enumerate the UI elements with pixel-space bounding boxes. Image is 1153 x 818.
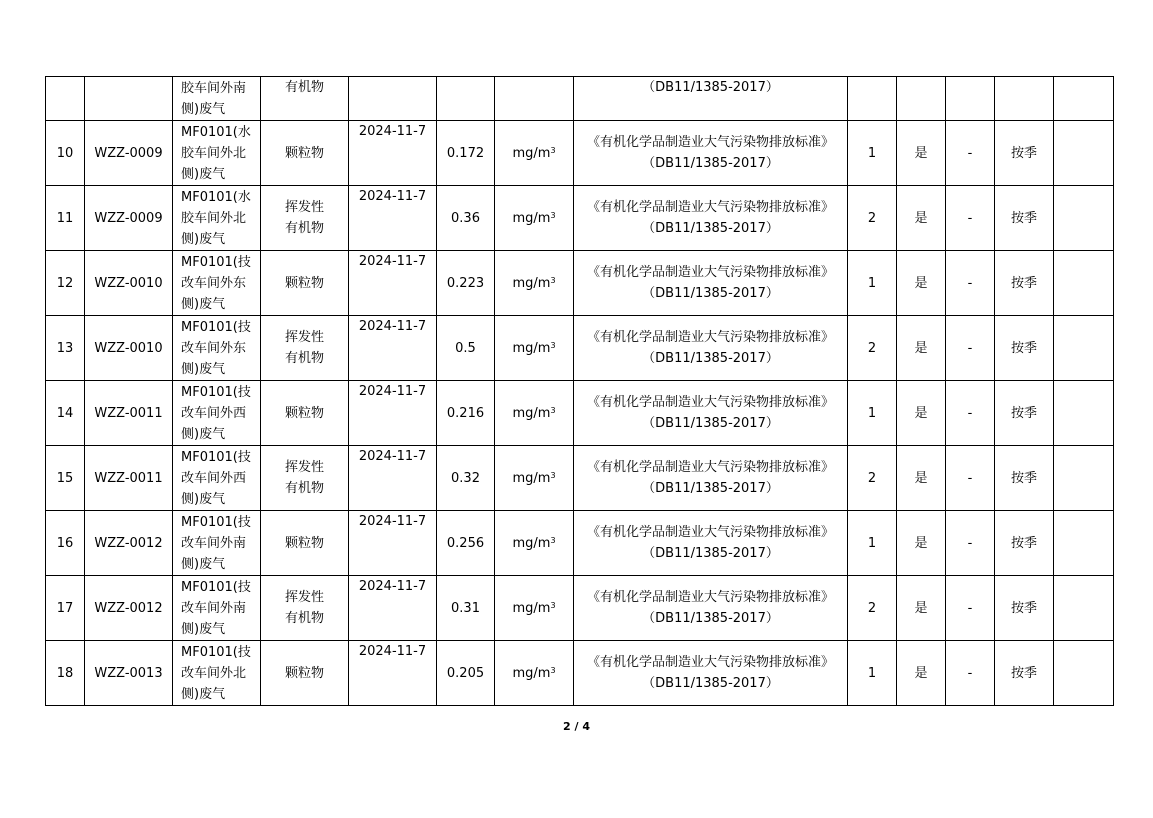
- monitoring-code: WZZ-0011: [94, 470, 163, 486]
- unit-superscript: 3: [550, 340, 556, 350]
- cell-code: [85, 446, 173, 511]
- cell-date: [349, 316, 437, 381]
- cell-col-d: [995, 121, 1054, 186]
- cell-no: [46, 77, 85, 121]
- cell-col-a: [848, 77, 897, 121]
- outlet-line: MF0101(技: [181, 384, 251, 400]
- cell-col-d: [995, 77, 1054, 121]
- monitoring-date: 2024-11-7: [358, 514, 427, 529]
- outlet-line: 胶车间外北: [181, 210, 247, 226]
- col-c-value: -: [967, 405, 973, 421]
- cell-standard: [574, 381, 848, 446]
- col-c-value: -: [967, 600, 973, 616]
- cell-code: [85, 316, 173, 381]
- cell-unit: [495, 381, 574, 446]
- col-d-value: 按季: [1010, 535, 1037, 551]
- monitoring-date: 2024-11-7: [358, 449, 427, 464]
- cell-code: [85, 576, 173, 641]
- cell-col-e: [1054, 251, 1114, 316]
- col-d-value: 按季: [1010, 340, 1037, 356]
- cell-unit: [495, 121, 574, 186]
- cell-outlet: [173, 121, 261, 186]
- unit-text: mg/m: [512, 405, 551, 421]
- outlet-line: 侧)废气: [181, 231, 226, 247]
- monitoring-date: 2024-11-7: [358, 579, 427, 594]
- cell-col-d: [995, 381, 1054, 446]
- cell-pollutant: [261, 641, 349, 706]
- cell-standard: [574, 186, 848, 251]
- cell-col-b: [897, 576, 946, 641]
- col-c-value: -: [967, 275, 973, 291]
- cell-pollutant: [261, 121, 349, 186]
- standard-line: 《有机化学品制造业大气污染物排放标准》: [586, 590, 834, 605]
- standard-line: 《有机化学品制造业大气污染物排放标准》: [586, 265, 834, 280]
- col-a-value: 2: [867, 340, 877, 356]
- pollutant-line: 有机物: [284, 221, 324, 236]
- col-d-value: 按季: [1010, 210, 1037, 226]
- cell-col-e: [1054, 511, 1114, 576]
- cell-date: [349, 576, 437, 641]
- cell-pollutant: [261, 186, 349, 251]
- cell-standard: [574, 641, 848, 706]
- monitoring-code: WZZ-0013: [94, 665, 163, 681]
- outlet-line: 侧)废气: [181, 621, 226, 637]
- outlet-line: MF0101(技: [181, 579, 251, 595]
- col-c-value: -: [967, 145, 973, 161]
- pollutant-line: 颗粒物: [284, 405, 324, 421]
- pollutant-line: 有机物: [284, 611, 324, 626]
- cell-col-e: [1054, 121, 1114, 186]
- cell-col-b: [897, 186, 946, 251]
- cell-col-d: [995, 186, 1054, 251]
- cell-pollutant: [261, 576, 349, 641]
- cell-code: [85, 77, 173, 121]
- outlet-line: 胶车间外北: [181, 145, 247, 161]
- col-d-value: 按季: [1010, 600, 1037, 616]
- row-number: 16: [56, 535, 74, 551]
- cell-unit: [495, 316, 574, 381]
- col-c-value: -: [967, 535, 973, 551]
- outlet-line: MF0101(技: [181, 319, 251, 335]
- col-d-value: 按季: [1010, 275, 1037, 291]
- col-b-value: 是: [914, 665, 928, 681]
- cell-col-e: [1054, 77, 1114, 121]
- table-body: [46, 77, 1114, 706]
- unit-superscript: 3: [550, 665, 556, 675]
- row-number: 14: [56, 405, 74, 421]
- cell-col-d: [995, 446, 1054, 511]
- standard-line: （DB11/1385-2017）: [642, 676, 779, 691]
- cell-value: [437, 121, 495, 186]
- cell-unit: [495, 186, 574, 251]
- cell-col-b: [897, 121, 946, 186]
- standard-line: 《有机化学品制造业大气污染物排放标准》: [586, 135, 834, 150]
- measured-value: 0.32: [451, 470, 480, 486]
- outlet-line: 侧)废气: [181, 296, 226, 312]
- measured-value: 0.223: [446, 275, 485, 291]
- monitoring-code: WZZ-0010: [94, 275, 163, 291]
- pollutant-line: 挥发性: [284, 200, 324, 215]
- table-row: [46, 316, 1114, 381]
- cell-outlet: [173, 641, 261, 706]
- col-d-value: 按季: [1010, 665, 1037, 681]
- cell-date: [349, 77, 437, 121]
- cell-col-e: [1054, 576, 1114, 641]
- cell-col-b: [897, 251, 946, 316]
- unit-superscript: 3: [550, 275, 556, 285]
- col-a-value: 1: [867, 405, 877, 421]
- cell-pollutant: [261, 251, 349, 316]
- pollutant-line: 有机物: [284, 80, 324, 95]
- cell-col-d: [995, 251, 1054, 316]
- row-number: 15: [56, 470, 74, 486]
- cell-col-a: [848, 316, 897, 381]
- cell-col-c: [946, 381, 995, 446]
- cell-col-a: [848, 446, 897, 511]
- cell-col-b: [897, 511, 946, 576]
- cell-value: [437, 251, 495, 316]
- unit-superscript: 3: [550, 600, 556, 610]
- col-c-value: -: [967, 665, 973, 681]
- cell-col-a: [848, 381, 897, 446]
- pollutant-line: 挥发性: [284, 460, 324, 475]
- cell-code: [85, 511, 173, 576]
- cell-outlet: [173, 316, 261, 381]
- row-number: 18: [56, 665, 74, 681]
- table-row: [46, 641, 1114, 706]
- cell-col-d: [995, 316, 1054, 381]
- outlet-line: 侧)废气: [181, 101, 226, 117]
- monitoring-date: 2024-11-7: [358, 254, 427, 269]
- monitoring-table-page: [45, 76, 1113, 706]
- pollutant-line: 颗粒物: [284, 275, 324, 291]
- outlet-line: 侧)废气: [181, 361, 226, 377]
- measured-value: 0.5: [455, 340, 476, 356]
- cell-unit: [495, 511, 574, 576]
- measured-value: 0.31: [451, 600, 480, 616]
- pollutant-line: 挥发性: [284, 590, 324, 605]
- table-row: [46, 186, 1114, 251]
- standard-line: 《有机化学品制造业大气污染物排放标准》: [586, 655, 834, 670]
- cell-date: [349, 381, 437, 446]
- cell-no: [46, 251, 85, 316]
- cell-outlet: [173, 77, 261, 121]
- col-b-value: 是: [914, 145, 928, 161]
- cell-date: [349, 121, 437, 186]
- cell-code: [85, 251, 173, 316]
- pollutant-line: 颗粒物: [284, 665, 324, 681]
- outlet-line: 改车间外西: [181, 470, 247, 486]
- standard-line: （DB11/1385-2017）: [642, 481, 779, 496]
- table-row: [46, 446, 1114, 511]
- standard-line: （DB11/1385-2017）: [642, 611, 779, 626]
- pollutant-line: 有机物: [284, 351, 324, 366]
- monitoring-results-table: [45, 76, 1114, 706]
- outlet-line: 改车间外北: [181, 665, 247, 681]
- cell-col-b: [897, 316, 946, 381]
- outlet-line: 改车间外东: [181, 340, 247, 356]
- cell-unit: [495, 77, 574, 121]
- outlet-line: MF0101(技: [181, 254, 251, 270]
- monitoring-code: WZZ-0009: [94, 210, 163, 226]
- standard-line: （DB11/1385-2017）: [642, 221, 779, 236]
- cell-standard: [574, 446, 848, 511]
- standard-line: 《有机化学品制造业大气污染物排放标准》: [586, 330, 834, 345]
- cell-standard: [574, 121, 848, 186]
- cell-pollutant: [261, 316, 349, 381]
- cell-outlet: [173, 251, 261, 316]
- outlet-line: MF0101(技: [181, 644, 251, 660]
- col-b-value: 是: [914, 470, 928, 486]
- cell-no: [46, 381, 85, 446]
- table-row: [46, 121, 1114, 186]
- cell-col-c: [946, 446, 995, 511]
- standard-line: 《有机化学品制造业大气污染物排放标准》: [586, 200, 834, 215]
- cell-standard: [574, 511, 848, 576]
- cell-no: [46, 641, 85, 706]
- col-b-value: 是: [914, 405, 928, 421]
- col-c-value: -: [967, 340, 973, 356]
- table-row: [46, 251, 1114, 316]
- col-b-value: 是: [914, 535, 928, 551]
- cell-pollutant: [261, 77, 349, 121]
- col-d-value: 按季: [1010, 145, 1037, 161]
- cell-col-b: [897, 77, 946, 121]
- outlet-line: 侧)废气: [181, 686, 226, 702]
- outlet-line: 改车间外南: [181, 535, 247, 551]
- pollutant-line: 有机物: [284, 481, 324, 496]
- pollutant-line: 颗粒物: [284, 535, 324, 551]
- cell-col-a: [848, 511, 897, 576]
- unit-text: mg/m: [512, 145, 551, 161]
- col-a-value: 2: [867, 600, 877, 616]
- monitoring-date: 2024-11-7: [358, 319, 427, 334]
- cell-no: [46, 186, 85, 251]
- measured-value: 0.205: [446, 665, 485, 681]
- measured-value: 0.172: [446, 145, 485, 161]
- standard-line: 《有机化学品制造业大气污染物排放标准》: [586, 395, 834, 410]
- cell-pollutant: [261, 446, 349, 511]
- cell-outlet: [173, 576, 261, 641]
- outlet-line: 改车间外南: [181, 600, 247, 616]
- cell-value: [437, 316, 495, 381]
- cell-col-c: [946, 121, 995, 186]
- row-number: 13: [56, 340, 74, 356]
- cell-date: [349, 511, 437, 576]
- cell-no: [46, 446, 85, 511]
- outlet-line: 改车间外西: [181, 405, 247, 421]
- standard-line: （DB11/1385-2017）: [642, 156, 779, 171]
- outlet-line: MF0101(水: [181, 124, 251, 140]
- standard-line: （DB11/1385-2017）: [642, 351, 779, 366]
- col-c-value: -: [967, 470, 973, 486]
- outlet-line: MF0101(技: [181, 449, 251, 465]
- cell-col-b: [897, 446, 946, 511]
- cell-col-d: [995, 641, 1054, 706]
- unit-superscript: 3: [550, 210, 556, 220]
- col-b-value: 是: [914, 275, 928, 291]
- pollutant-line: 颗粒物: [284, 145, 324, 161]
- cell-date: [349, 186, 437, 251]
- cell-date: [349, 446, 437, 511]
- cell-outlet: [173, 381, 261, 446]
- monitoring-code: WZZ-0011: [94, 405, 163, 421]
- unit-superscript: 3: [550, 405, 556, 415]
- row-number: 11: [56, 210, 74, 226]
- outlet-line: 侧)废气: [181, 426, 226, 442]
- cell-col-e: [1054, 381, 1114, 446]
- cell-col-a: [848, 641, 897, 706]
- cell-col-c: [946, 316, 995, 381]
- cell-col-a: [848, 121, 897, 186]
- col-b-value: 是: [914, 340, 928, 356]
- unit-superscript: 3: [550, 470, 556, 480]
- cell-col-d: [995, 511, 1054, 576]
- monitoring-date: 2024-11-7: [358, 644, 427, 659]
- measured-value: 0.36: [451, 210, 480, 226]
- cell-code: [85, 641, 173, 706]
- row-number: 10: [56, 145, 74, 161]
- cell-col-c: [946, 641, 995, 706]
- table-row: [46, 576, 1114, 641]
- unit-text: mg/m: [512, 340, 551, 356]
- outlet-line: MF0101(水: [181, 189, 251, 205]
- col-d-value: 按季: [1010, 405, 1037, 421]
- unit-superscript: 3: [550, 145, 556, 155]
- cell-col-a: [848, 576, 897, 641]
- table-row-continued: [46, 77, 1114, 121]
- cell-col-e: [1054, 641, 1114, 706]
- cell-col-c: [946, 251, 995, 316]
- cell-col-c: [946, 186, 995, 251]
- cell-date: [349, 251, 437, 316]
- col-a-value: 1: [867, 665, 877, 681]
- table-row: [46, 381, 1114, 446]
- col-c-value: -: [967, 210, 973, 226]
- cell-col-e: [1054, 316, 1114, 381]
- cell-outlet: [173, 446, 261, 511]
- col-a-value: 1: [867, 535, 877, 551]
- cell-col-e: [1054, 186, 1114, 251]
- monitoring-code: WZZ-0012: [94, 535, 163, 551]
- cell-value: [437, 77, 495, 121]
- cell-value: [437, 641, 495, 706]
- standard-line: （DB11/1385-2017）: [642, 546, 779, 561]
- measured-value: 0.256: [446, 535, 485, 551]
- cell-value: [437, 576, 495, 641]
- table-row: [46, 511, 1114, 576]
- row-number: 12: [56, 275, 74, 291]
- unit-text: mg/m: [512, 210, 551, 226]
- standard-line: 《有机化学品制造业大气污染物排放标准》: [586, 525, 834, 540]
- cell-standard: [574, 77, 848, 121]
- pollutant-line: 挥发性: [284, 330, 324, 345]
- unit-text: mg/m: [512, 600, 551, 616]
- cell-code: [85, 186, 173, 251]
- cell-outlet: [173, 511, 261, 576]
- monitoring-code: WZZ-0009: [94, 145, 163, 161]
- standard-line: （DB11/1385-2017）: [642, 416, 779, 431]
- cell-col-c: [946, 576, 995, 641]
- cell-no: [46, 121, 85, 186]
- cell-standard: [574, 251, 848, 316]
- standard-line: 《有机化学品制造业大气污染物排放标准》: [586, 460, 834, 475]
- unit-text: mg/m: [512, 665, 551, 681]
- cell-no: [46, 576, 85, 641]
- cell-no: [46, 511, 85, 576]
- cell-value: [437, 381, 495, 446]
- outlet-line: 侧)废气: [181, 491, 226, 507]
- monitoring-date: 2024-11-7: [358, 124, 427, 139]
- cell-col-e: [1054, 446, 1114, 511]
- col-b-value: 是: [914, 210, 928, 226]
- standard-line: （DB11/1385-2017）: [642, 80, 779, 95]
- unit-text: mg/m: [512, 275, 551, 291]
- cell-date: [349, 641, 437, 706]
- cell-standard: [574, 316, 848, 381]
- cell-standard: [574, 576, 848, 641]
- row-number: 17: [56, 600, 74, 616]
- outlet-line: 侧)废气: [181, 166, 226, 182]
- col-a-value: 1: [867, 145, 877, 161]
- outlet-line: 改车间外东: [181, 275, 247, 291]
- cell-unit: [495, 446, 574, 511]
- monitoring-code: WZZ-0012: [94, 600, 163, 616]
- page-number: 2 / 4: [563, 720, 590, 733]
- cell-pollutant: [261, 511, 349, 576]
- standard-line: （DB11/1385-2017）: [642, 286, 779, 301]
- cell-value: [437, 446, 495, 511]
- cell-col-a: [848, 251, 897, 316]
- unit-superscript: 3: [550, 535, 556, 545]
- cell-col-c: [946, 511, 995, 576]
- cell-no: [46, 316, 85, 381]
- outlet-line: 胶车间外南: [181, 80, 247, 96]
- col-d-value: 按季: [1010, 470, 1037, 486]
- cell-unit: [495, 251, 574, 316]
- cell-col-c: [946, 77, 995, 121]
- cell-unit: [495, 641, 574, 706]
- cell-col-b: [897, 381, 946, 446]
- cell-code: [85, 381, 173, 446]
- monitoring-code: WZZ-0010: [94, 340, 163, 356]
- monitoring-date: 2024-11-7: [358, 189, 427, 204]
- measured-value: 0.216: [446, 405, 485, 421]
- cell-value: [437, 511, 495, 576]
- unit-text: mg/m: [512, 535, 551, 551]
- col-a-value: 1: [867, 275, 877, 291]
- cell-pollutant: [261, 381, 349, 446]
- monitoring-date: 2024-11-7: [358, 384, 427, 399]
- cell-code: [85, 121, 173, 186]
- col-b-value: 是: [914, 600, 928, 616]
- cell-unit: [495, 576, 574, 641]
- unit-text: mg/m: [512, 470, 551, 486]
- outlet-line: 侧)废气: [181, 556, 226, 572]
- col-a-value: 2: [867, 470, 877, 486]
- outlet-line: MF0101(技: [181, 514, 251, 530]
- cell-value: [437, 186, 495, 251]
- col-a-value: 2: [867, 210, 877, 226]
- cell-col-d: [995, 576, 1054, 641]
- cell-col-b: [897, 641, 946, 706]
- cell-col-a: [848, 186, 897, 251]
- cell-outlet: [173, 186, 261, 251]
